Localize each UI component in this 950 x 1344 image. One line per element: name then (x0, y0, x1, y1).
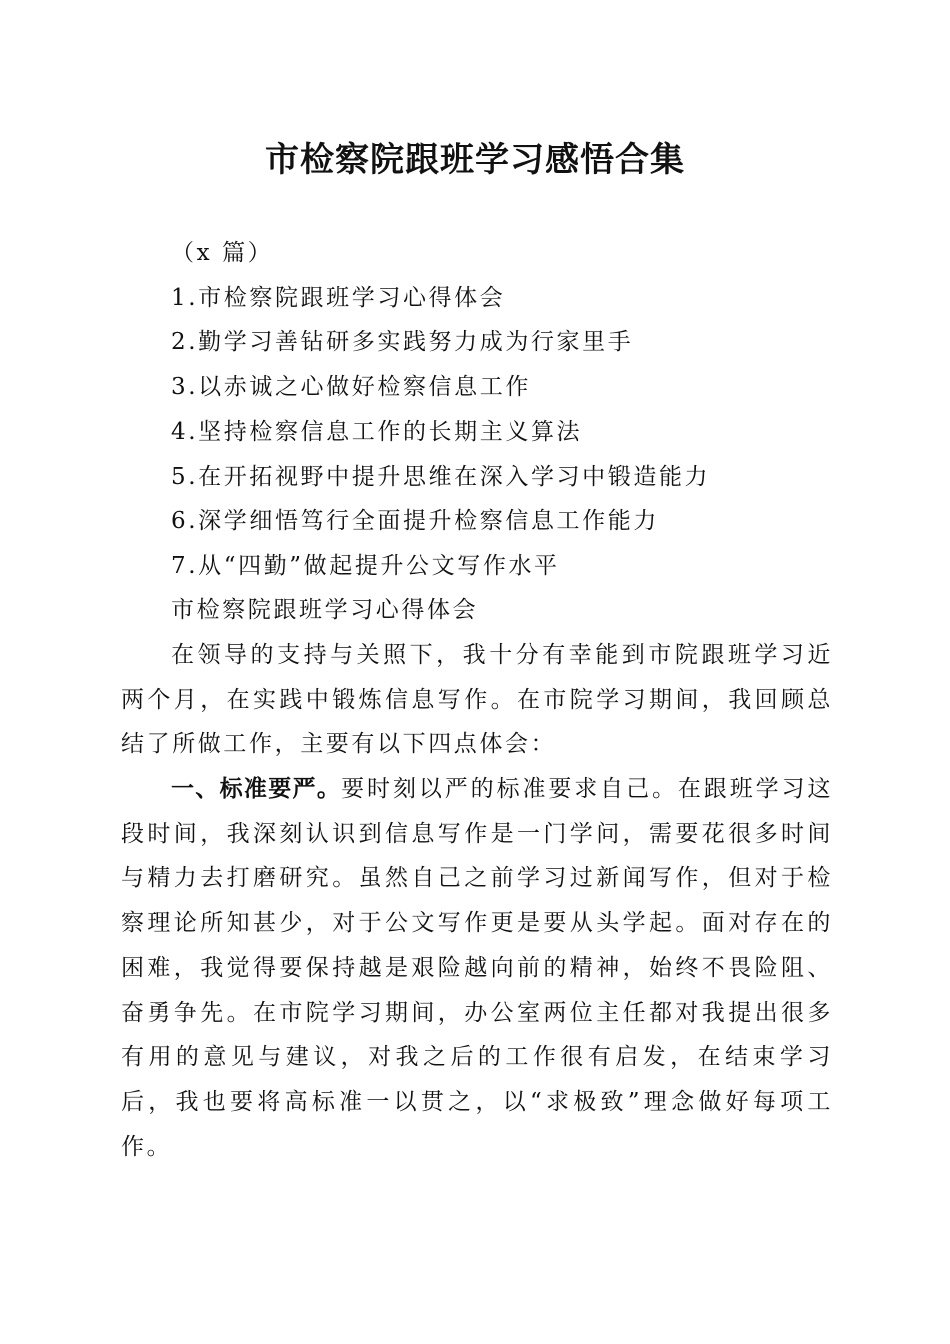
toc-item: 1.市检察院跟班学习心得体会 (171, 285, 506, 311)
toc-item: 3.以赤诚之心做好检察信息工作 (171, 374, 531, 400)
document-title: 市检察院跟班学习感悟合集 (265, 140, 685, 180)
document-subtitle: （x 篇） (171, 240, 274, 266)
toc-item: 5.在开拓视野中提升思维在深入学习中锻造能力 (171, 464, 711, 490)
toc-item: 2.勤学习善钻研多实践努力成为行家里手 (171, 329, 634, 355)
toc-item: 7.从“四勤”做起提升公文写作水平 (171, 553, 560, 579)
point-one-lead: 一、标准要严。 (171, 776, 342, 802)
section-heading: 市检察院跟班学习心得体会 (171, 597, 479, 623)
point-one-paragraph (121, 767, 833, 1169)
toc-item: 6.深学细悟笃行全面提升检察信息工作能力 (171, 508, 659, 534)
intro-paragraph: 在领导的支持与关照下，我十分有幸能到市院跟班学习近两个月，在实践中锻炼信息写作。在市院学习期间，我回顾总结了所做工作，主要有以下四点体会： (121, 642, 833, 758)
point-one-body: 要时刻以严的标准要求自己。在跟班学习这段时间，我深刻认识到信息写作是一门学问，需要花很多时间与精力去打磨研究。虽然自己之前学习过新闻写作，但对于检察理论所知甚少，对于公文写作更是要从头学起。面对存在的困难，我觉得要保持越是艰险越向前的精神，始终不畏险阻、奋勇争先。在市院学习期间，办公室两位主任都对我提出很多有用的意见与建议，对我之后的工作很有启发，在结束学习后，我也要将高标准一以贯之，以“求极致”理念做好每项工作。 (121, 776, 834, 1160)
toc-item: 4.坚持检察信息工作的长期主义算法 (171, 419, 583, 445)
